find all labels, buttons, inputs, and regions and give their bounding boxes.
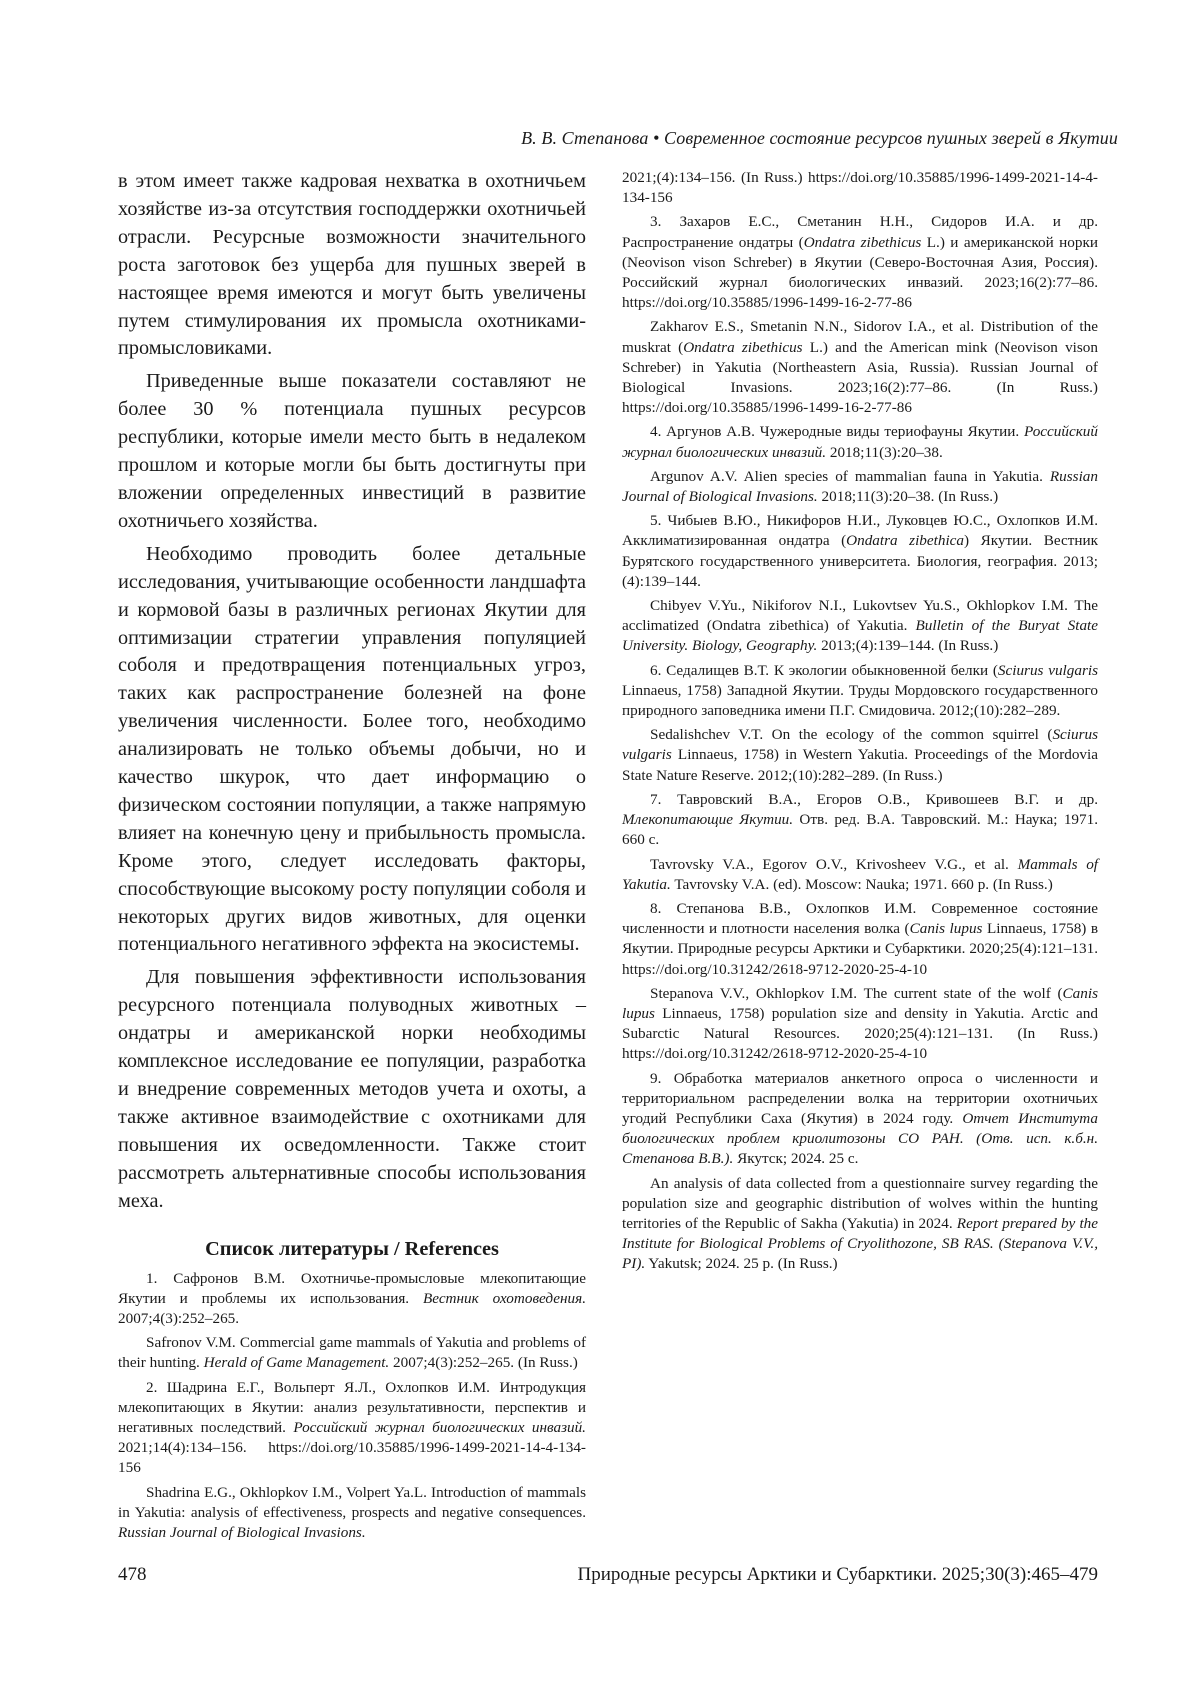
reference-item: 1. Сафронов В.М. Охотничье-промысловые млекопитающие Якутии и проблемы их использования. Вестник охотоведения. 2007;4(3):252–265. (118, 1269, 586, 1327)
reference-item: Shadrina E.G., Okhlopkov I.M., Volpert Ya.L. Introduction of mammals in Yakutia: analysis of effectiveness, prospects and negative consequences. Russian Journal of Biological Invasions. (118, 1483, 586, 1541)
reference-item: Sedalishchev V.T. On the ecology of the common squirrel (Sciurus vulgaris Linnaeus, 1758) in Western Yakutia. Proceedings of the Mordovia State Nature Reserve. 2012;(10):282–289. (In Russ.) (622, 726, 1098, 784)
reference-item: 4. Аргунов А.В. Чужеродные виды териофауны Якутии. Российский журнал биологических инвазий. 2018;11(3):20–38. (622, 423, 1098, 461)
body-paragraph: Приведенные выше показатели составляют не более 30 % потенциала пушных ресурсов республики, которые имели место быть в недалеком прошлом и которые могли бы быть достигнуты при вложении определенных инвестиций в развитие охотничьего хозяйства. (118, 370, 586, 532)
reference-item: 9. Обработка материалов анкетного опроса о численности и территориальном распределении волка на территории охотничьих угодий Республики Саха (Якутия) в 2024 году. Отчет Института биологических проблем криолитозоны СО РАН. (Отв. исп. к.б.н. Степанова В.В.). Якутск; 2024. 25 с. (622, 1069, 1098, 1168)
reference-item: 5. Чибыев В.Ю., Никифоров Н.И., Луковцев Ю.С., Охлопков И.М. Акклиматизированная ондатра (Ondatra zibethica) Якутии. Вестник Бурятского государственного университета. Биология, география. 2013;(4):139–144. (622, 512, 1098, 590)
body-paragraph: в этом имеет также кадровая нехватка в охотничьем хозяйстве из-за отсутствия господдержки охотничьей отрасли. Ресурсные возможности значительного роста заготовок без ущерба для пушных зверей в настоящее время имеются и могут быть увеличены путем стимулирования их промысла охотниками-промысловиками. (118, 170, 586, 360)
body-paragraph: Необходимо проводить более детальные исследования, учитывающие особенности ландшафта и кормовой базы в различных регионах Якутии для оптимизации стратегии управления популяцией соболя и предотвращения потенциальных угроз, таких как распространение болезней на фоне увеличения численности. Более того, необходимо анализировать не только объемы добычи, но и качество шкурок, что дает информацию о физическом состоянии популяции, а также напрямую влияет на конечную цену и прибыльность промысла. Кроме этого, следует исследовать факторы, способствующие высокому росту популяции соболя и некоторых других видов животных, для оценки потенциального негативного эффекта на экосистемы. (118, 542, 586, 956)
reference-item: 3. Захаров Е.С., Сметанин Н.Н., Сидоров И.А. и др. Распространение ондатры (Ondatra zibethicus L.) и американской норки (Neovison vison Schreber) в Якутии (Северо-Восточная Азия, Россия). Российский журнал биологических инвазий. 2023;16(2):77–86. https://doi.org/10.35885/1996-1499-16-2-77-86 (622, 213, 1098, 312)
page-number: 478 (118, 1564, 147, 1585)
reference-continuation: 2021;(4):134–156. (In Russ.) https://doi.org/10.35885/1996-1499-2021-14-4-134-156 (622, 169, 1098, 207)
reference-item: 2. Шадрина Е.Г., Вольперт Я.Л., Охлопков И.М. Интродукция млекопитающих в Якутии: анализ результативности, перспектив и негативных последствий. Российский журнал биологических инвазий. 2021;14(4):134–156. https://doi.org/10.35885/1996-1499-2021-14-4-134-156 (118, 1378, 586, 1477)
journal-citation: Природные ресурсы Арктики и Субарктики. 2025;30(3):465–479 (577, 1564, 1098, 1585)
reference-item: An analysis of data collected from a questionnaire survey regarding the population size and geographic distribution of wolves within the hunting territories of the Republic of Sakha (Yakutia) in 2024. Report prepared by the Institute for Biological Problems of Cryolithozone, SB RAS. (Stepanova V.V., PI). Yakutsk; 2024. 25 p. (In Russ.) (622, 1174, 1099, 1273)
reference-item: Stepanova V.V., Okhlopkov I.M. The current state of the wolf (Canis lupus Linnaeus, 1758) population size and density in Yakutia. Arctic and Subarctic Natural Resources. 2020;25(4):121–131. (In Russ.) https://doi.org/10.31242/2618-9712-2020-25-4-10 (622, 984, 1098, 1063)
reference-item: 8. Степанова В.В., Охлопков И.М. Современное состояние численности и плотности населения волка (Canis lupus Linnaeus, 1758) в Якутии. Природные ресурсы Арктики и Субарктики. 2020;25(4):121–131. https://doi.org/10.31242/2618-9712-2020-25-4-10 (622, 899, 1099, 978)
right-column (622, 168, 1098, 1279)
reference-item: Chibyev V.Yu., Nikiforov N.I., Lukovtsev Yu.S., Okhlopkov I.M. The acclimatized (Ondatra zibethica) of Yakutia. Bulletin of the Buryat State University. Biology, Geography. 2013;(4):139–144. (In Russ.) (622, 597, 1099, 655)
reference-item: Safronov V.M. Commercial game mammals of Yakutia and problems of their hunting. Herald of Game Management. 2007;4(3):252–265. (In Russ.) (118, 1334, 586, 1372)
reference-item: Argunov A.V. Alien species of mammalian fauna in Yakutia. Russian Journal of Biological Invasions. 2018;11(3):20–38. (In Russ.) (622, 467, 1098, 506)
body-paragraph: Для повышения эффективности использования ресурсного потенциала полуводных животных – ондатры и американской норки необходимы комплексное исследование ее популяции, разработка и внедрение современных методов учета и охоты, а также активное взаимодействие с охотниками для повышения их осведомленности. Также стоит рассмотреть альтернативные способы использования меха. (118, 966, 586, 1212)
reference-item: Tavrovsky V.A., Egorov O.V., Krivosheev V.G., et al. Mammals of Yakutia. Tavrovsky V.A. (ed). Moscow: Nauka; 1971. 660 p. (In Russ.) (622, 855, 1099, 893)
left-column (118, 168, 586, 1547)
reference-item: Zakharov E.S., Smetanin N.N., Sidorov I.A., et al. Distribution of the muskrat (Ondatra zibethicus L.) and the American mink (Neovison vison Schreber) in Yakutia (Northeastern Asia, Russia). Russian Journal of Biological Invasions. 2023;16(2):77–86. (In Russ.) https://doi.org/10.35885/1996-1499-16-2-77-86 (622, 318, 1098, 417)
running-header: В. В. Степанова • Современное состояние ресурсов пушных зверей в Якутии (521, 128, 1118, 148)
reference-item: 7. Тавровский В.А., Егоров О.В., Кривошеев В.Г. и др. Млекопитающие Якутии. Отв. ред. В.А. Тавровский. М.: Наука; 1971. 660 с. (622, 790, 1098, 849)
references-title: Список литературы / References (205, 1237, 499, 1260)
reference-item: 6. Седалищев В.Т. К экологии обыкновенной белки (Sciurus vulgaris Linnaeus, 1758) Западной Якутии. Труды Мордовского государственного природного заповедника имени П.Г. Смидовича. 2012;(10):282–289. (622, 661, 1098, 720)
